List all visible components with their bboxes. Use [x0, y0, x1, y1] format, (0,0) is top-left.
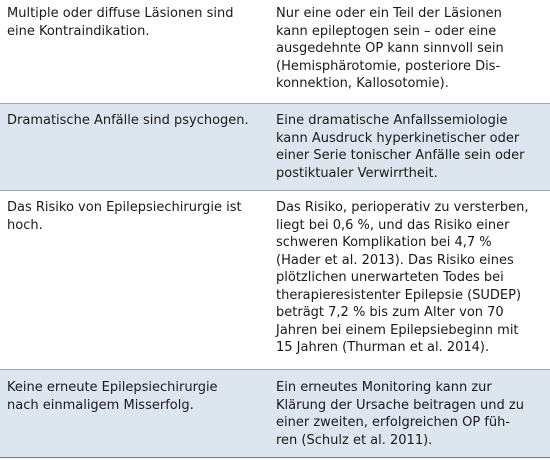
- table-row: [0, 0, 550, 103]
- claim-cell: Multiple oder diffuse Läsionen sind eine Kontraindikation.: [7, 6, 234, 39]
- table-row: [0, 369, 550, 457]
- response-cell: Nur eine oder ein Teil der Läsionen kann epileptogen sein – oder eine ausgedehnte OP kann sinnvoll sein (Hemisphärotomie, posteriore Dis- konnektion, Kallosotomie).: [276, 6, 504, 91]
- response-cell: Eine dramatische Anfallssemiologie kann Ausdruck hyperkinetischer oder einer Serie tonischer Anfälle sein oder postiktualer Verwirrtheit.: [276, 113, 525, 181]
- claim-cell: Dramatische Anfälle sind psychogen.: [7, 113, 249, 128]
- response-cell: Ein erneutes Monitoring kann zur Klärung der Ursache beitragen und zu einer zweiten, erfolgreichen OP füh- ren (Schulz et al. 2011).: [276, 380, 524, 448]
- claim-cell: Das Risiko von Epilepsiechirurgie ist hoch.: [7, 200, 242, 233]
- response-cell: Das Risiko, perioperativ zu versterben, liegt bei 0,6 %, und das Risiko einer schweren Komplikation bei 4,7 % (Hader et al. 2013). Das Risiko eines plötzlichen unerwarteten Todes bei therapieresistenter Epilepsie (SUDEP) beträgt 7,2 % bis zum Alter von 70 Jahren bei einem Epilepsiebeginn mit 15 Jahren (Thurman et al. 2014).: [276, 200, 529, 355]
- table-row: [0, 190, 550, 369]
- claim-cell: Keine erneute Epilepsiechirurgie nach einmaligem Misserfolg.: [7, 380, 218, 413]
- table-row: [0, 103, 550, 190]
- table-bottom-rule: [0, 457, 550, 458]
